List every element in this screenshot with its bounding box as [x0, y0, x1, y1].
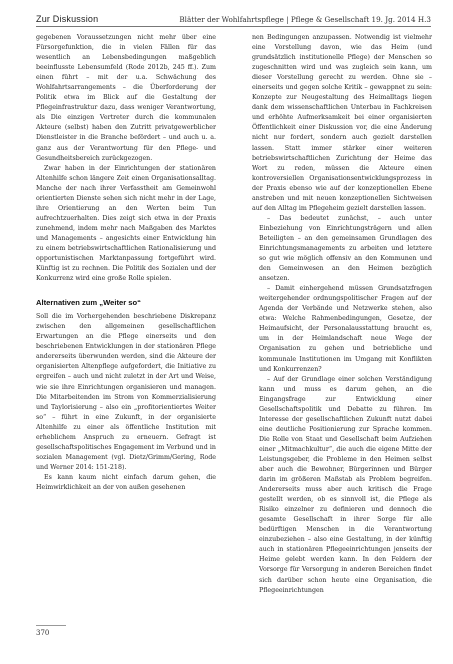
page-number: 370 [36, 629, 50, 637]
list-item: – Das bedeutet zunächst, – auch unter Einbeziehung von Einrichtungsträgern und allen Beteiligten – an den gemeinsamen Grundlagen des Einrichtungsmanagements zu arbeiten und letztere so gut wie möglich offensiv an den Kommunen und den Gemeinwesen an den Heimen bezüglich ansetzen. [252, 214, 432, 284]
body-paragraph: Es kann kaum nicht einfach darum gehen, die Heimwirklichkeit an der von außen gesehenen [36, 473, 216, 491]
right-column [252, 33, 432, 596]
left-column [36, 33, 216, 493]
body-paragraph: Soll die im Vorhergehenden beschriebene Diskrepanz zwischen den allgemeinen gesellschaftlichen Erwartungen an die Pflege einerseits und den beschriebenen Entwicklungen in der stationären Pflege andererseits überwunden werden, sind die Akteure der organisierten Altenpflege aufgefordert, die Initiative zu ergreifen – auch und nicht zuletzt in der Art und Weise, wie sie ihre Einrichtungen organisieren und managen. Die Mitarbeitenden im Strom von Kommerzialisierung und Taylorisierung – also ein „profitorientiertes Weiter so“ – führt in eine Zukunft, in der organisierte Altenhilfe zu einer als öffentliche Institution mit erheblichem Anspruch zu erneuern. Gefragt ist gesellschaftspolitisches Engagement im Verbund und in sozialen Management (vgl. Dietz/Grimm/Gering, Rode und Werner 2014: 151-218). [36, 313, 216, 471]
list-item: – Auf der Grundlage einer solchen Verständigung kann und muss es darum gehen, an die Eingangsfrage zur Entwicklung einer Gesellschaftspolitik und Debatte zu führen. Im Interesse der gesellschaftlichen Zukunft nutzt dabei eine deutliche Positionierung zur Sprache kommen. Die Rolle von Staat und Gesellschaft beim Aufziehen einer „Mitmachkultur“, die auch die eigene Mitte der Leistungsgeber, die Probleme in den Heimen selbst aber auch die Bewohner, Bürgerinnen und Bürger darin im größeren Maßstab als Problem begreifen. Andererseits muss aber auch kritisch die Frage gestellt werden, ob es sinnvoll ist, die Pflege als Risiko einzelner zu definieren und dennoch die gesamte Gesellschaft in ihrer Sorge für alle bedürftigen Menschen in die Verantwortung einzubeziehen – also eine Gestaltung, in der künftig auch in stationären Pflegeeinrichtungen jenseits der Heime gelebt werden kann. In den Feldern der Vorsorge für Versorgung in anderen Bereichen findet sich darüber schon heute eine Organisation, die Pflegeeinrichtungen [252, 375, 432, 596]
footer-rule [36, 625, 66, 626]
section-label: Zur Diskussion [36, 14, 99, 24]
section-subheading: Alternativen zum „Weiter so“ [36, 298, 141, 308]
list-item: – Damit einhergehend müssen Grundsatzfragen weitergehender ordnungspolitischer Fragen auf der Agenda der Verbände und Netzwerke stehen, also etwa: Welche Rahmenbedingungen, Gesetze, der Heimaufsicht, der Personalausstattung braucht es, um in der Heimlandschaft neue Wege der Organisation zu gehen und betriebliche und kommunale Institutionen im Umgang mit Konflikten und Konkurrenzen? [252, 284, 432, 374]
body-paragraph: nen Bedingungen anzupassen. Notwendig ist vielmehr eine Vorstellung davon, wie das Heim (und grundsätzlich institutionelle Pflege) der Menschen so zugeschnitten wird und was zugleich sein kann, um dieser Vorstellung gerecht zu werden. Ohne sie – einerseits und gegen solche Kritik – gewappnet zu sein: Konzepte zur Neugestaltung des Heimalltags liegen dank dem wissenschaftlichen Unterbau in Fachkreisen und erhöhte Aufmerksamkeit bei einer organisierten Öffentlichkeit einer Diskussion vor, die eine Änderung nicht nur fordert, sondern auch gezielt darstellen lassen. Statt immer stärker einer weiteren betriebswirtschaftlichen Zurichtung der Heime das Wort zu reden, müssen die Akteure einen kontroversiellen Organisationsentwicklungsprozess in der Praxis ebenso wie auf der konzeptionellen Ebene anstreben und mit neuen konzeptionellen Sichtweisen auf den Alltag im Pflegeheim gezielt darstellen lassen. [252, 34, 432, 212]
running-head [36, 12, 431, 27]
body-paragraph: Zwar haben in der Einrichtungen der stationären Altenhilfe schon längere Zeit einen Organisationsalltag. Manche der nach ihrer Verfasstheit am Gemeinwohl orientierten Dienste sehen sich nicht mehr in der Lage, ihre Orientierung an den Werten beim Tun aufrechtzuerhalten. Dies zeigt sich etwa in der Praxis zunehmend, indem mehr nach Maßgaben des Marktes und Managements – angesichts einer Entwicklung hin zu einem betriebswirtschaftlichen Rationalisierung und opportunistischen Marktanpassung fortgeführt wird. Künftig ist zu rechnen. Die Politik des Sozialen und der Konkurrenz wird eine große Rolle spielen. [36, 164, 216, 283]
journal-citation: Blätter der Wohlfahrtspflege | Pflege & Gesellschaft 19. Jg. 2014 H.3 [179, 15, 431, 24]
body-paragraph: gegebenen Voraussetzungen nicht mehr über eine Fürsorgefunktion, die in vielen Fällen für das wesentlich an Lebensbedingungen maßgeblich beeinflusste Lebensumfeld (Rode 2012b, 245 ff.). Zum einen führt – mit der u.a. Schwächung des Wohlfahrtsarrangements – die Überforderung der Politik etwa im Blick auf die Gestaltung der Pflegeinfrastruktur dazu, dass weniger Verantwortung, als Die einzigen Vertreter durch die kommunalen Akteure (selbst) haben den Zutritt privatgewerblicher Dienstleister in die Branche befördert – und auch u. a. ganz aus der Verantwortung für den Pflege- und Gesundheitsbereich zurückgezogen. [36, 34, 216, 162]
